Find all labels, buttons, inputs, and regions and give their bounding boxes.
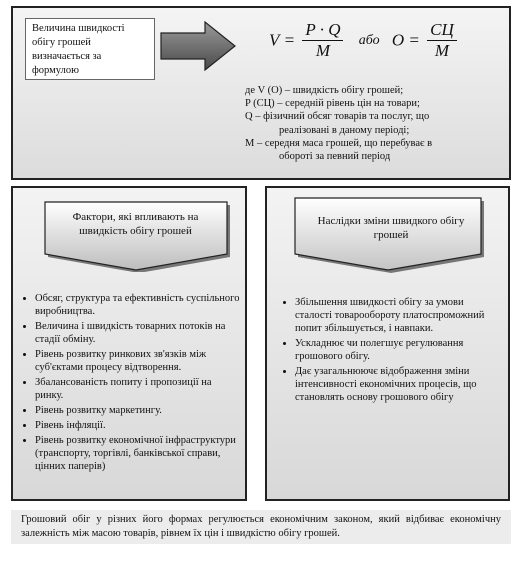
formula-intro-text: Величина швидкості обігу грошей визначається за формулою xyxy=(32,23,125,76)
definition-line: P (СЦ) – середній рівень цін на товари; xyxy=(245,98,420,110)
formula-numerator-1: P · Q xyxy=(302,20,343,41)
list-item: • Обсяг, структура та ефективність суспільного виробництва. xyxy=(35,292,240,318)
list-item: • Рівень розвитку маркетингу. xyxy=(35,404,240,417)
formula-o: O xyxy=(391,30,405,50)
list-item: • Рівень інфляції. xyxy=(35,419,240,432)
factors-panel xyxy=(11,186,247,501)
formula-fraction-1 xyxy=(302,20,343,61)
formula-denominator-2: M xyxy=(434,41,449,60)
definition-line: Q – фізичний обсяг товарів та послуг, що xyxy=(245,111,430,123)
formula-eq-2: = xyxy=(408,30,420,50)
formula-definitions xyxy=(245,84,507,163)
formula-intro-box xyxy=(25,18,155,80)
definition-line: реалізовані в даному періоді; xyxy=(279,124,410,136)
formula-or: або xyxy=(358,32,380,48)
definition-line: обороті за певний період xyxy=(279,151,391,163)
velocity-formula xyxy=(269,20,460,61)
consequences-title: Наслідки зміни швидкого обігу грошей xyxy=(317,215,465,241)
list-item: • Збалансованість попиту і пропозиції на ринку. xyxy=(35,376,240,402)
list-item: • Рівень розвитку ринкових зв'язків між суб'єктами процесу відтворення. xyxy=(35,348,240,374)
list-item: • Дає узагальнюючє відображення зміни інтенсивності економічних процесів, що становлять основу грошового обігу xyxy=(295,365,500,404)
factors-title: Фактори, які впливають на швидкість обігу грошей xyxy=(72,211,199,237)
footer-statement xyxy=(11,510,511,544)
consequences-list xyxy=(275,296,500,406)
footer-text: Грошовий обіг у різних його формах регулюється економічним законом, який відбиває економічну залежність між масою товарів, рівнем їх цін і швидкістю обігу грошей. xyxy=(21,514,501,539)
list-item: • Величина і швидкість товарних потоків на стадії обміну. xyxy=(35,320,240,346)
formula-fraction-2 xyxy=(427,20,457,61)
formula-denominator-1: M xyxy=(315,41,331,60)
list-item: • Рівень розвитку економічної інфраструктури (транспорту, торгівлі, банківської справи, цінних паперів) xyxy=(35,434,240,473)
formula-panel xyxy=(11,6,511,180)
list-item: • Ускладнює чи полегшує регулювання грошового обігу. xyxy=(295,337,500,363)
right-arrow-icon xyxy=(159,20,237,72)
consequences-panel xyxy=(265,186,510,501)
definition-line: M – середня маса грошей, що перебуває в xyxy=(245,137,433,149)
formula-numerator-2: СЦ xyxy=(427,20,457,41)
formula-eq-1: = xyxy=(283,30,296,50)
formula-v: V xyxy=(269,30,280,50)
list-item: • Збільшення швидкості обігу за умови сталості товарообороту платоспроможний попит збільшується, і навпаки. xyxy=(295,296,500,335)
factors-list xyxy=(15,292,240,475)
definition-line: де V (O) – швидкість обігу грошей; xyxy=(245,85,404,96)
